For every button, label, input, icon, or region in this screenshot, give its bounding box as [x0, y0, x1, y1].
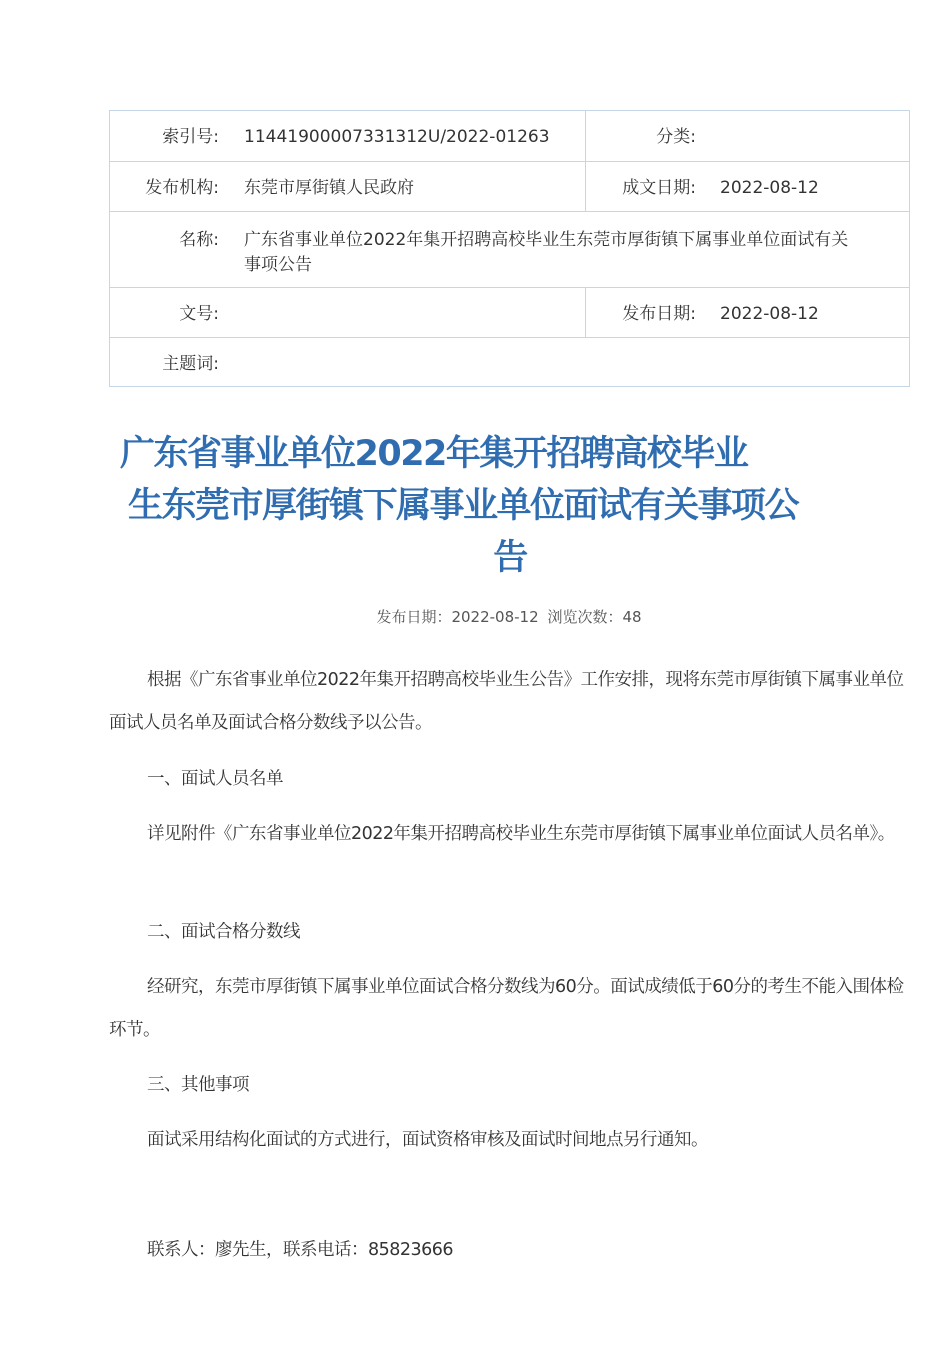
metadata-row-name: [110, 212, 909, 288]
metadata-row-keywords: [110, 338, 909, 387]
paragraph-other: 面试采用结构化面试的方式进行，面试资格审核及面试时间地点另行通知。: [147, 1130, 708, 1150]
metadata-row-index: [110, 111, 909, 162]
metadata-row-doc-number: [110, 288, 909, 338]
pub-date-label: 发布日期:: [622, 304, 696, 324]
pub-date-value: 2022-08-12: [720, 304, 819, 324]
paragraph-attachment: 详见附件《广东省事业单位2022年集开招聘高校毕业生东莞市厚街镇下属事业单位面试人员名单》。: [147, 824, 895, 844]
section-heading-2: 二、面试合格分数线: [147, 922, 300, 942]
metadata-table: [109, 110, 910, 387]
metadata-row-publisher: [110, 162, 909, 212]
doc-number-label: 文号:: [179, 304, 219, 324]
column-divider: [585, 162, 586, 211]
index-value: 11441900007331312U/2022-01263: [244, 127, 550, 147]
publisher-value: 东莞市厚街镇人民政府: [244, 178, 414, 198]
paragraph-passing-score: 经研究，东莞市厚街镇下属事业单位面试合格分数线为60分。面试成绩低于60分的考生不能入围体检环节。: [109, 977, 904, 1040]
name-value: 广东省事业单位2022年集开招聘高校毕业生东莞市厚街镇下属事业单位面试有关事项公告: [244, 230, 849, 275]
name-label: 名称:: [179, 230, 219, 250]
doc-date-label: 成文日期:: [622, 178, 696, 198]
column-divider: [585, 288, 586, 337]
publish-info: [0, 606, 950, 627]
publish-date: 发布日期：2022-08-12: [376, 608, 539, 626]
title-line-1: 广东省事业单位2022年集开招聘高校毕业: [120, 434, 748, 474]
section-heading-1: 一、面试人员名单: [147, 769, 283, 789]
index-label: 索引号:: [162, 127, 219, 147]
contact-info: 联系人：廖先生，联系电话：85823666: [147, 1240, 454, 1260]
page-title: [110, 428, 910, 584]
category-label: 分类:: [656, 127, 696, 147]
title-line-2: 生东莞市厚街镇下属事业单位面试有关事项公: [128, 486, 799, 526]
doc-date-value: 2022-08-12: [720, 178, 819, 198]
section-heading-3: 三、其他事项: [147, 1075, 249, 1095]
view-count: 浏览次数：48: [547, 608, 642, 626]
keywords-label: 主题词:: [162, 354, 219, 374]
column-divider: [585, 111, 586, 161]
publisher-label: 发布机构:: [145, 178, 219, 198]
paragraph-intro: 根据《广东省事业单位2022年集开招聘高校毕业生公告》工作安排，现将东莞市厚街镇下属事业单位面试人员名单及面试合格分数线予以公告。: [109, 670, 904, 733]
title-line-3: 告: [493, 538, 527, 578]
